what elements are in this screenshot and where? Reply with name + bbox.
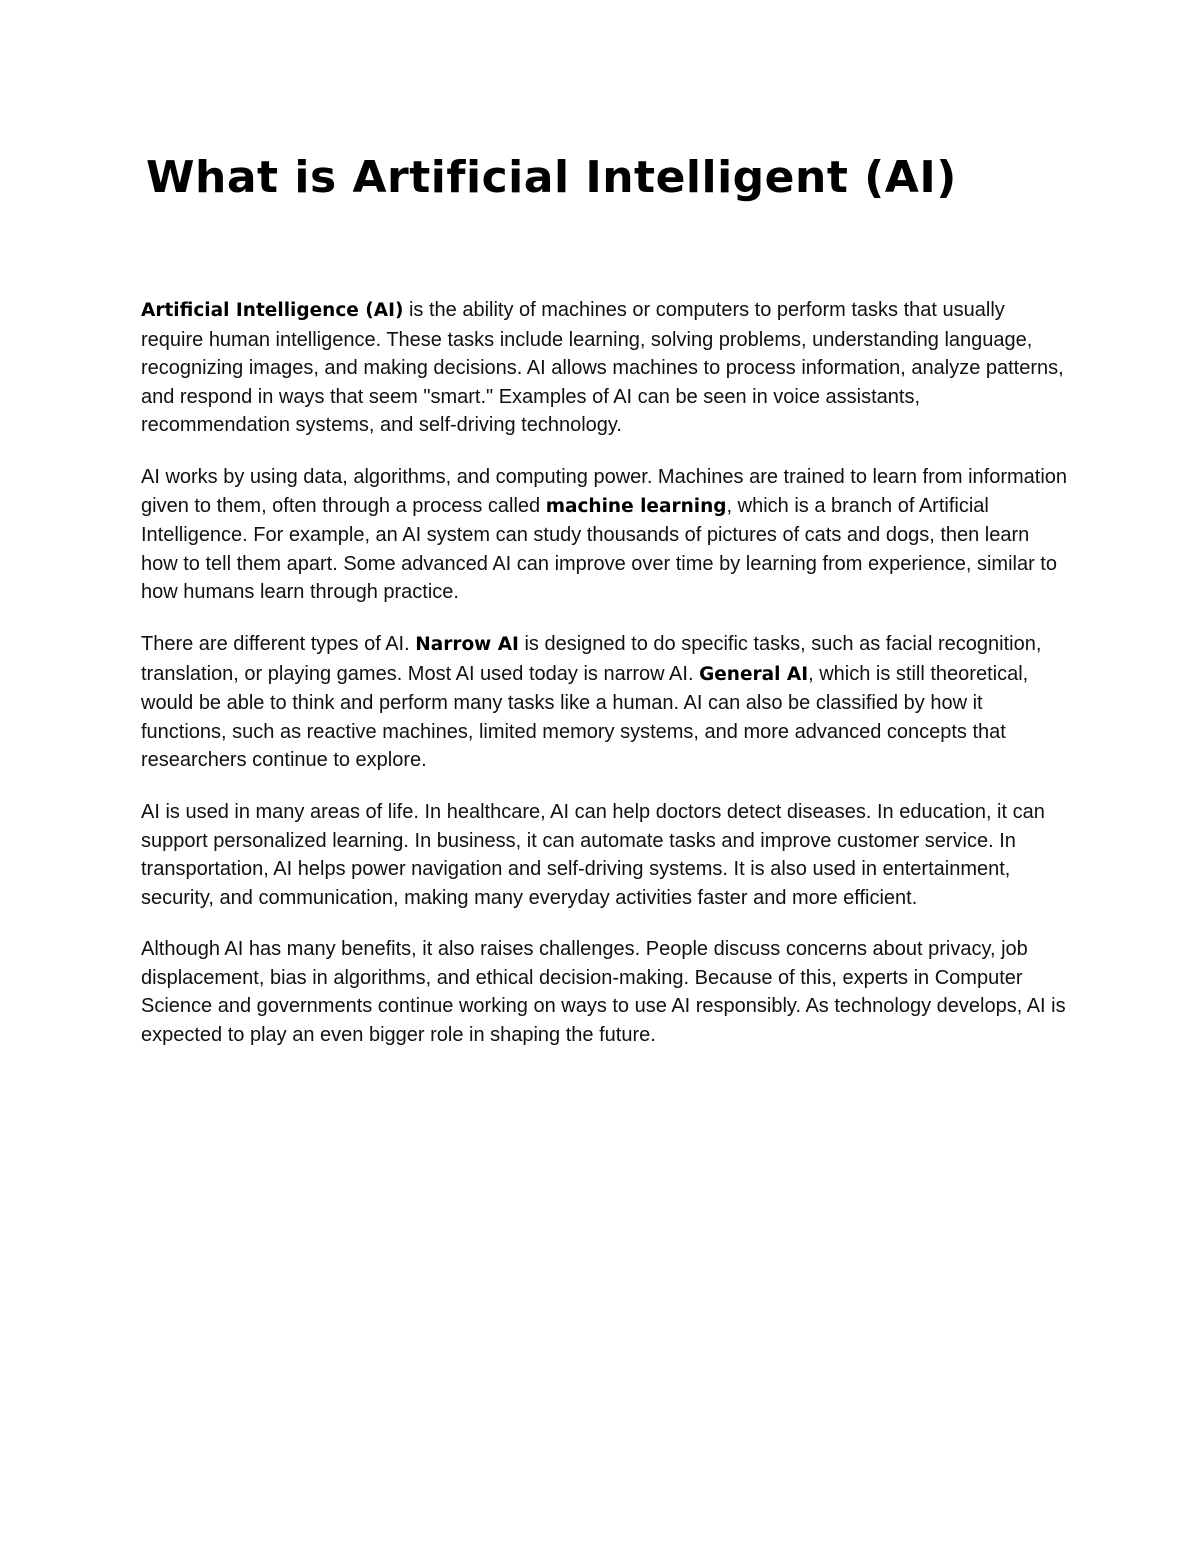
- paragraph-text: There are different types of AI.: [141, 632, 416, 655]
- bold-term-machine-learning: machine learning: [545, 495, 727, 517]
- bold-term-general-ai: General AI: [699, 663, 809, 685]
- paragraph-how-it-works: [141, 463, 1071, 607]
- document-title: What is Artificial Intelligent (AI): [146, 152, 957, 203]
- bold-term-narrow-ai: Narrow AI: [415, 633, 519, 655]
- paragraph-challenges: Although AI has many benefits, it also raises challenges. People discuss concerns about privacy, job displacement, bias in algorithms, and ethical decision-making. Because of this, experts in Computer Science and governments continue working on ways to use AI responsibly. As technology develops, AI is expected to play an even bigger role in shaping the future.: [141, 938, 1066, 1047]
- bold-term-artificial-intelligence: Artificial Intelligence (AI): [141, 300, 404, 321]
- document-body: [141, 296, 1071, 1073]
- paragraph-text: AI works by using data, algorithms, and computing power. Machines are trained to learn from information given to them, often through a process called: [141, 465, 1068, 517]
- paragraph-text: is designed to do specific tasks, such as facial recognition, translation, or playing games. Most AI used today is narrow AI.: [141, 632, 1042, 685]
- paragraph-text: , which is a branch of Artificial Intelligence. For example, an AI system can study thousands of pictures of cats and dogs, then learn how to tell them apart. Some advanced AI can improve over time by learning from experience, similar to how humans learn through practice.: [141, 494, 1057, 604]
- paragraph-definition: [141, 296, 1071, 440]
- paragraph-types: [141, 630, 1071, 775]
- paragraph-text: is the ability of machines or computers to perform tasks that usually require human intelligence. These tasks include learning, solving problems, understanding language, recognizing images, and making decisions. AI allows machines to process information, analyze patterns, and respond in ways that seem "smart." Examples of AI can be seen in voice assistants, recommendation systems, and self-driving technology.: [141, 299, 1064, 437]
- paragraph-uses: AI is used in many areas of life. In healthcare, AI can help doctors detect diseases. In education, it can support personalized learning. In business, it can automate tasks and improve customer service. In transportation, AI helps power navigation and self-driving systems. It is also used in entertainment, security, and communication, making many everyday activities faster and more efficient.: [141, 800, 1045, 909]
- paragraph-text: , which is still theoretical, would be able to think and perform many tasks like a human. AI can also be classified by how it functions, such as reactive machines, limited memory systems, and more advanced concepts that researchers continue to explore.: [141, 662, 1029, 772]
